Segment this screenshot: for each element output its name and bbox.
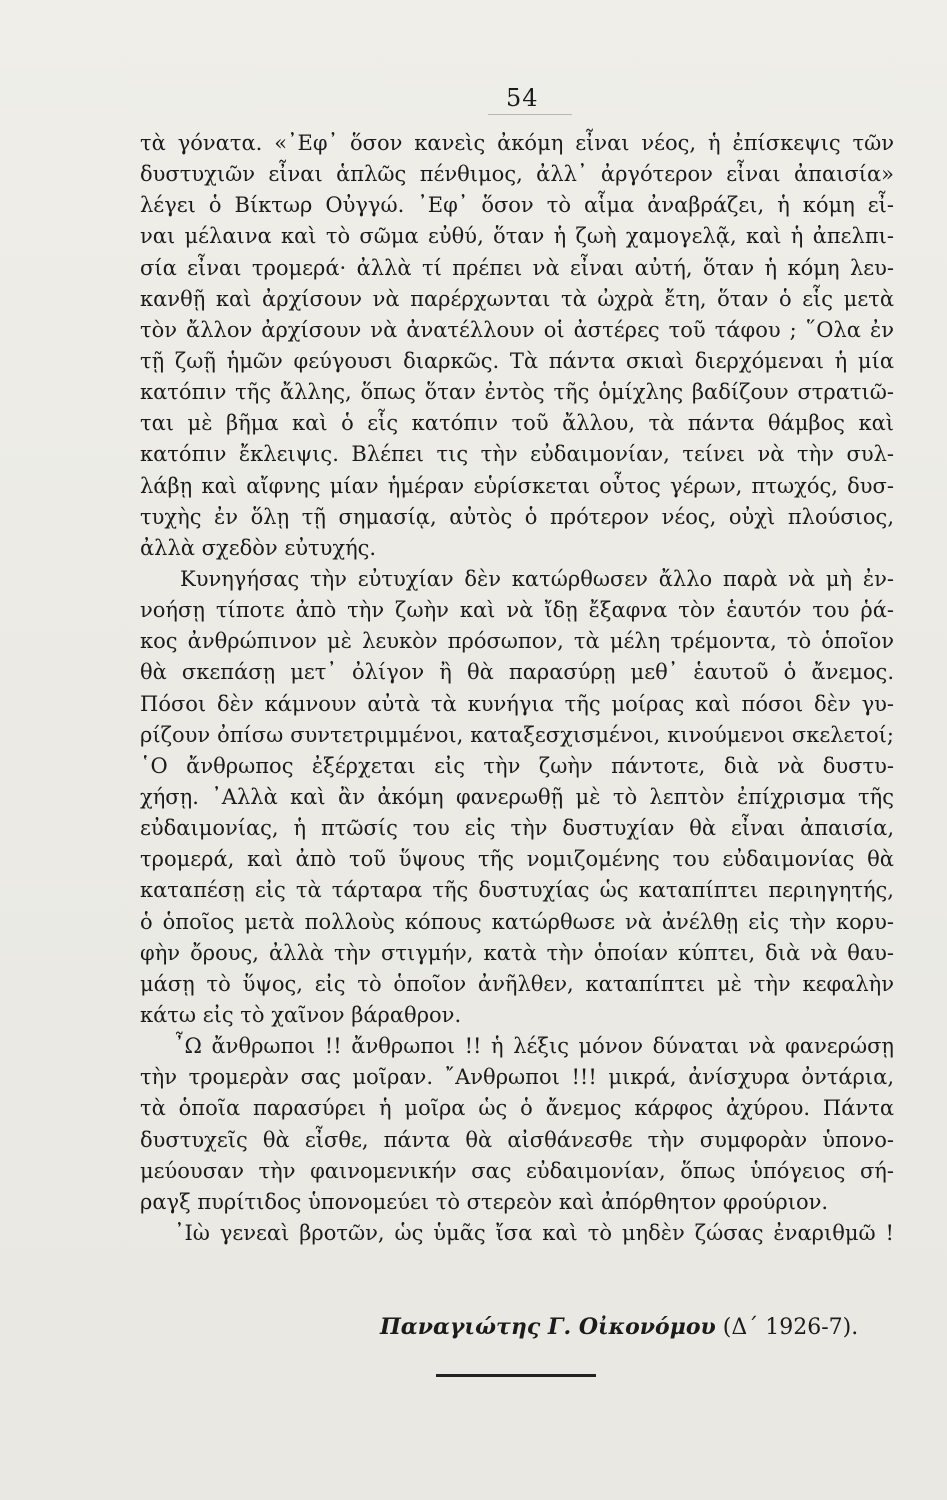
text-line: Πόσοι δὲν κάμνουν αὐτὰ τὰ κυνήγια τῆς μοίρας καὶ πόσοι δὲν γυ- (140, 691, 894, 716)
text-line: δυστυχεῖς θὰ εἶσθε, πάντα θὰ αἰσθάνεσθε τὴν συμφορὰν ὑπονο- (140, 1127, 894, 1152)
text-line: θὰ σκεπάσῃ μετ᾿ ὀλίγον ἢ θὰ παρασύρῃ μεθ᾿ ἑαυτοῦ ὁ ἄνεμος. (140, 660, 894, 685)
text-line: ῏Ω ἄνθρωποι !! ἄνθρωποι !! ἡ λέξις μόνον δύναται νὰ φανερώσῃ (174, 1034, 894, 1059)
text-line: νοήσῃ τίποτε ἀπὸ τὴν ζωὴν καὶ νὰ ἴδῃ ἔξαφνα τὸν ἑαυτόν του ῥά- (140, 598, 894, 623)
text-line: ται μὲ βῆμα καὶ ὁ εἷς κατόπιν τοῦ ἄλλου, τὰ πάντα θάμβος καὶ (140, 411, 894, 436)
text-line: λάβῃ καὶ αἴφνης μίαν ἡμέραν εὑρίσκεται οὗτος γέρων, πτωχός, δυσ- (140, 473, 894, 498)
body-text (140, 128, 894, 1249)
text-line: κατόπιν ἔκλειψις. Βλέπει τις τὴν εὐδαιμονίαν, τείνει νὰ τὴν συλ- (140, 442, 894, 467)
signature-author: Παναγιώτης Γ. Οἰκονόμου (380, 1314, 716, 1340)
text-line: ρίζουν ὀπίσω συντετριμμένοι, καταξεσχισμένοι, κινούμενοι σκελετοί; (140, 722, 894, 747)
text-line: τῇ ζωῇ ἡμῶν φεύγουσι διαρκῶς. Τὰ πάντα σκιαὶ διερχόμεναι ἡ μία (140, 348, 894, 373)
text-line: ῾Ο ἄνθρωπος ἐξέρχεται εἰς τὴν ζωὴν πάντοτε, διὰ νὰ δυστυ- (140, 753, 894, 778)
text-line: δυστυχιῶν εἶναι ἁπλῶς πένθιμος, ἀλλ᾿ ἀργότερον εἶναι ἀπαισία» (140, 162, 894, 187)
signature-class-date: (Δ΄ 1926-7). (722, 1315, 859, 1340)
text-line: τὰ ὁποῖα παρασύρει ἡ μοῖρα ὡς ὁ ἄνεμος κάρφος ἀχύρου. Πάντα (140, 1096, 894, 1121)
page-number: 54 (506, 84, 539, 112)
text-line: λέγει ὁ Βίκτωρ Οὐγγώ. ᾿Εφ᾿ ὅσον τὸ αἷμα ἀναβράζει, ἡ κόμη εἶ- (140, 193, 894, 218)
text-line: Κυνηγήσας τὴν εὐτυχίαν δὲν κατώρθωσεν ἄλλο παρὰ νὰ μὴ ἐν- (180, 566, 894, 591)
text-line: τὴν τρομερὰν σας μοῖραν. ῎Ανθρωποι !!! μικρά, ἀνίσχυρα ὀντάρια, (140, 1065, 894, 1090)
text-line: σία εἶναι τρομερά· ἀλλὰ τί πρέπει νὰ εἶναι αὐτή, ὅταν ἡ κόμη λευ- (140, 255, 894, 280)
text-line: εὐδαιμονίας, ἡ πτῶσίς του εἰς τὴν δυστυχίαν θὰ εἶναι ἀπαισία, (140, 816, 894, 841)
text-line: καταπέσῃ εἰς τὰ τάρταρα τῆς δυστυχίας ὡς καταπίπτει περιηγητής, (140, 878, 894, 903)
end-rule (436, 1374, 596, 1377)
text-line: κατόπιν τῆς ἄλλης, ὅπως ὅταν ἐντὸς τῆς ὁμίχλης βαδίζουν στρατιῶ- (140, 380, 894, 405)
text-line: τυχὴς ἐν ὅλῃ τῇ σημασίᾳ, αὐτὸς ὁ πρότερον νέος, οὐχὶ πλούσιος, (140, 504, 894, 529)
page-number-underline (488, 114, 572, 115)
signature (380, 1312, 858, 1343)
text-line: κάτω εἰς τὸ χαῖνον βάραθρον. (140, 1002, 462, 1027)
text-line: κανθῇ καὶ ἀρχίσουν νὰ παρέρχωνται τὰ ὠχρὰ ἔτη, ὅταν ὁ εἷς μετὰ (140, 286, 894, 311)
text-line: τὸν ἄλλον ἀρχίσουν νὰ ἀνατέλλουν οἱ ἀστέρες τοῦ τάφου ; ῞Ολα ἐν (140, 317, 894, 342)
text-line: μάσῃ τὸ ὕψος, εἰς τὸ ὁποῖον ἀνῆλθεν, καταπίπτει μὲ τὴν κεφαλὴν (140, 971, 894, 996)
text-line: ᾿Ιὼ γενεαὶ βροτῶν, ὡς ὑμᾶς ἴσα καὶ τὸ μηδὲν ζώσας ἐναριθμῶ ! (174, 1220, 894, 1245)
text-line: ὁ ὁποῖος μετὰ πολλοὺς κόπους κατώρθωσε νὰ ἀνέλθῃ εἰς τὴν κορυ- (140, 909, 894, 934)
text-line: φὴν ὄρους, ἀλλὰ τὴν στιγμήν, κατὰ τὴν ὁποίαν κύπτει, διὰ νὰ θαυ- (140, 940, 894, 965)
text-line: μεύουσαν τὴν φαινομενικήν σας εὐδαιμονίαν, ὅπως ὑπόγειος σή- (140, 1158, 894, 1183)
text-line: τρομερά, καὶ ἀπὸ τοῦ ὕψους τῆς νομιζομένης του εὐδαιμονίας θὰ (140, 847, 894, 872)
text-line: τὰ γόνατα. «᾿Εφ᾿ ὅσον κανεὶς ἀκόμη εἶναι νέος, ἡ ἐπίσκεψις τῶν (140, 131, 894, 155)
text-line: ραγξ πυρίτιδος ὑπονομεύει τὸ στερεὸν καὶ ἀπόρθητον φρούριον. (140, 1189, 829, 1214)
text-line: χήσῃ. ᾿Αλλὰ καὶ ἂν ἀκόμη φανερωθῇ μὲ τὸ λεπτὸν ἐπίχρισμα τῆς (140, 784, 894, 809)
text-line: κος ἀνθρώπινον μὲ λευκὸν πρόσωπον, τὰ μέλη τρέμοντα, τὸ ὁποῖον (140, 629, 894, 654)
text-line: ναι μέλαινα καὶ τὸ σῶμα εὐθύ, ὅταν ἡ ζωὴ χαμογελᾷ, καὶ ἡ ἀπελπι- (140, 224, 894, 249)
text-line: ἀλλὰ σχεδὸν εὐτυχής. (140, 535, 377, 560)
